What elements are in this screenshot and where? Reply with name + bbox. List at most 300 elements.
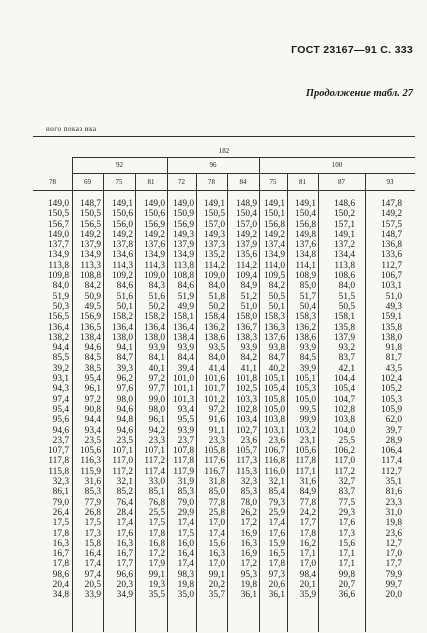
table-cell: 138,4 bbox=[172, 332, 194, 343]
table-cell: 105,3 bbox=[294, 384, 316, 395]
table-cell: 40,2 bbox=[268, 363, 285, 374]
table-cell: 103,4 bbox=[235, 415, 257, 426]
table-cell: 39,7 bbox=[385, 425, 402, 436]
column-rule bbox=[196, 173, 197, 632]
table-cell: 26,8 bbox=[84, 507, 101, 518]
table-cell: 148,7 bbox=[79, 199, 101, 209]
table-cell: 35,7 bbox=[208, 590, 225, 601]
table-top-rule bbox=[33, 136, 415, 137]
table-cell: 17,0 bbox=[299, 559, 316, 570]
column-rule bbox=[365, 173, 366, 632]
table-cell: 113,8 bbox=[334, 260, 355, 271]
table-cell: 116,8 bbox=[264, 456, 285, 467]
table-cell: 147,8 bbox=[380, 199, 402, 209]
table-cell: 20,1 bbox=[299, 579, 316, 590]
table-cell: 150,5 bbox=[47, 209, 69, 220]
table-cell: 99,0 bbox=[148, 394, 165, 405]
table-cell: 84,4 bbox=[177, 353, 194, 364]
table-cell: 23,6 bbox=[385, 528, 402, 539]
table-cell: 150,5 bbox=[79, 209, 101, 220]
table-cell: 16,8 bbox=[148, 538, 165, 549]
table-cell: 109,8 bbox=[47, 271, 69, 282]
table-cell: 109,4 bbox=[235, 271, 257, 282]
table-cell: 39,9 bbox=[299, 363, 316, 374]
column-header: 72 bbox=[178, 178, 185, 186]
table-cell: 36,6 bbox=[338, 590, 355, 601]
table-cell: 17,4 bbox=[116, 518, 133, 529]
table-cell: 94,4 bbox=[84, 415, 101, 426]
table-cell: 148,7 bbox=[380, 229, 402, 240]
table-cell: 149,2 bbox=[79, 229, 101, 240]
table-cell: 17,4 bbox=[208, 528, 225, 539]
table-cell: 105,4 bbox=[333, 384, 355, 395]
table-cell: 16,5 bbox=[268, 549, 285, 560]
table-continuation-label: Продолжение табл. 27 bbox=[305, 88, 413, 99]
table-cell: 50,9 bbox=[84, 291, 101, 302]
table-cell: 19,8 bbox=[240, 579, 257, 590]
table-cell: 114,2 bbox=[236, 260, 257, 271]
table-cell: 23,6 bbox=[240, 435, 257, 446]
table-cell: 109,0 bbox=[203, 271, 225, 282]
table-cell: 83,7 bbox=[338, 487, 355, 498]
table-cell: 33,9 bbox=[84, 590, 101, 601]
table-cell: 17,8 bbox=[268, 559, 285, 570]
table-cell: 138,0 bbox=[380, 332, 402, 343]
table-cell: 105,2 bbox=[380, 384, 402, 395]
table-cell: 103,3 bbox=[235, 394, 257, 405]
table-cell: 105,8 bbox=[263, 394, 285, 405]
table-cell: 149,2 bbox=[235, 229, 257, 240]
table-cell: 138,6 bbox=[203, 332, 225, 343]
data-column bbox=[105, 199, 133, 601]
table-cell: 134,6 bbox=[111, 250, 133, 261]
table-cell: 85,5 bbox=[52, 353, 69, 364]
table-cell: 17,3 bbox=[338, 528, 355, 539]
table-cell: 34,8 bbox=[52, 590, 69, 601]
table-cell: 95,4 bbox=[84, 374, 101, 385]
table-cell: 17,8 bbox=[299, 528, 316, 539]
table-cell: 20,0 bbox=[385, 590, 402, 601]
table-cell: 101,1 bbox=[172, 384, 194, 395]
table-cell: 113,3 bbox=[80, 260, 101, 271]
table-cell: 76,4 bbox=[116, 497, 133, 508]
table-cell: 51,0 bbox=[385, 291, 402, 302]
table-cell: 97,3 bbox=[268, 569, 285, 580]
table-cell: 35,1 bbox=[385, 477, 402, 488]
data-column bbox=[261, 199, 285, 601]
table-cell: 51,6 bbox=[116, 291, 133, 302]
table-cell: 137,9 bbox=[79, 240, 101, 251]
table-cell: 17,3 bbox=[84, 528, 101, 539]
table-cell: 137,4 bbox=[263, 240, 285, 251]
table-cell: 93,9 bbox=[177, 425, 194, 436]
table-cell: 51,9 bbox=[177, 291, 194, 302]
table-cell: 84,5 bbox=[84, 353, 101, 364]
table-cell: 96,1 bbox=[84, 384, 101, 395]
table-cell: 136,3 bbox=[263, 322, 285, 333]
data-column bbox=[137, 199, 165, 601]
table-cell: 117,4 bbox=[381, 456, 402, 467]
group-rule bbox=[72, 157, 415, 158]
table-cell: 114,2 bbox=[204, 260, 225, 271]
table-cell: 16,3 bbox=[116, 538, 133, 549]
table-cell: 149,1 bbox=[263, 199, 285, 209]
table-cell: 29,3 bbox=[338, 507, 355, 518]
table-cell: 17,0 bbox=[208, 518, 225, 529]
table-cell: 84,0 bbox=[52, 281, 69, 292]
subgroup-rule bbox=[72, 173, 415, 174]
table-cell: 137,9 bbox=[235, 240, 257, 251]
table-cell: 115,8 bbox=[48, 466, 69, 477]
table-cell: 112,7 bbox=[381, 260, 402, 271]
table-cell: 94,2 bbox=[148, 425, 165, 436]
column-rule bbox=[135, 173, 136, 632]
table-cell: 50,1 bbox=[268, 301, 285, 312]
table-cell: 84,6 bbox=[116, 281, 133, 292]
table-cell: 84,6 bbox=[177, 281, 194, 292]
table-cell: 93,1 bbox=[52, 374, 69, 385]
table-cell: 117,2 bbox=[334, 466, 355, 477]
table-cell: 101,3 bbox=[172, 394, 194, 405]
table-cell: 99,7 bbox=[385, 579, 402, 590]
table-cell: 134,9 bbox=[47, 250, 69, 261]
table-cell: 106,4 bbox=[380, 446, 402, 457]
table-cell: 90,8 bbox=[84, 404, 101, 415]
table-cell: 94,6 bbox=[84, 343, 101, 354]
table-cell: 106,7 bbox=[263, 446, 285, 457]
table-cell: 106,2 bbox=[333, 446, 355, 457]
table-cell: 137,2 bbox=[333, 240, 355, 251]
table-cell: 39,4 bbox=[177, 363, 194, 374]
table-cell: 107,1 bbox=[143, 446, 165, 457]
subgroup-header: 96 bbox=[209, 161, 217, 169]
table-cell: 136,2 bbox=[203, 322, 225, 333]
table-cell: 117,0 bbox=[112, 456, 133, 467]
table-cell: 98,0 bbox=[148, 404, 165, 415]
table-cell: 16,9 bbox=[240, 528, 257, 539]
table-cell: 149,1 bbox=[111, 199, 133, 209]
table-cell: 16,7 bbox=[116, 549, 133, 560]
table-cell: 149,0 bbox=[172, 199, 194, 209]
column-header: 78 bbox=[49, 178, 56, 186]
table-cell: 99,8 bbox=[338, 569, 355, 580]
table-cell: 17,1 bbox=[338, 559, 355, 570]
table-cell: 109,0 bbox=[143, 271, 165, 282]
table-cell: 137,8 bbox=[111, 240, 133, 251]
table-cell: 17,2 bbox=[148, 549, 165, 560]
table-cell: 84,7 bbox=[268, 353, 285, 364]
table-cell: 136,5 bbox=[79, 322, 101, 333]
table-cell: 76,8 bbox=[148, 497, 165, 508]
table-cell: 149,8 bbox=[294, 229, 316, 240]
table-cell: 17,4 bbox=[177, 559, 194, 570]
table-cell: 84,7 bbox=[116, 353, 133, 364]
table-cell: 50,2 bbox=[148, 301, 165, 312]
header-bottom-rule bbox=[33, 190, 415, 191]
table-cell: 17,8 bbox=[52, 528, 69, 539]
table-cell: 17,2 bbox=[240, 559, 257, 570]
table-cell: 17,5 bbox=[177, 528, 194, 539]
table-cell: 77,5 bbox=[338, 497, 355, 508]
table-cell: 32,1 bbox=[116, 477, 133, 488]
table-cell: 12,7 bbox=[385, 538, 402, 549]
table-cell: 98,6 bbox=[52, 569, 69, 580]
table-cell: 105,0 bbox=[294, 394, 316, 405]
table-cell: 114,0 bbox=[264, 260, 285, 271]
table-cell: 117,3 bbox=[236, 456, 257, 467]
table-cell: 33,0 bbox=[148, 477, 165, 488]
table-cell: 149,3 bbox=[172, 229, 194, 240]
table-cell: 97,7 bbox=[148, 384, 165, 395]
table-cell: 17,1 bbox=[299, 549, 316, 560]
table-cell: 117,9 bbox=[173, 466, 194, 477]
table-cell: 36,1 bbox=[240, 590, 257, 601]
table-cell: 104,4 bbox=[333, 374, 355, 385]
table-cell: 93,8 bbox=[268, 343, 285, 354]
table-cell: 17,0 bbox=[208, 559, 225, 570]
table-cell: 50,4 bbox=[299, 301, 316, 312]
table-cell: 94,1 bbox=[116, 343, 133, 354]
table-cell: 17,5 bbox=[52, 518, 69, 529]
table-cell: 51,5 bbox=[338, 291, 355, 302]
table-cell: 23,3 bbox=[208, 435, 225, 446]
table-cell: 114,3 bbox=[112, 260, 133, 271]
column-rule bbox=[318, 173, 319, 632]
table-cell: 79,0 bbox=[52, 497, 69, 508]
table-cell: 16,2 bbox=[299, 538, 316, 549]
table-cell: 108,8 bbox=[172, 271, 194, 282]
table-cell: 105,6 bbox=[79, 446, 101, 457]
table-cell: 94,3 bbox=[52, 384, 69, 395]
table-cell: 31,9 bbox=[177, 477, 194, 488]
table-cell: 117,1 bbox=[295, 466, 316, 477]
table-cell: 81,7 bbox=[385, 353, 402, 364]
table-cell: 156,7 bbox=[47, 219, 69, 230]
data-column bbox=[320, 199, 355, 601]
table-cell: 85,3 bbox=[84, 487, 101, 498]
table-cell: 85,1 bbox=[148, 487, 165, 498]
table-cell: 17,1 bbox=[338, 549, 355, 560]
table-cell: 134,9 bbox=[79, 250, 101, 261]
column-header: 81 bbox=[147, 178, 155, 186]
table-cell: 79,9 bbox=[385, 569, 402, 580]
table-cell: 137,7 bbox=[47, 240, 69, 251]
table-cell: 101,0 bbox=[172, 374, 194, 385]
table-cell: 23,6 bbox=[268, 435, 285, 446]
table-cell: 23,3 bbox=[385, 497, 402, 508]
table-cell: 156,8 bbox=[263, 219, 285, 230]
table-cell: 106,7 bbox=[380, 271, 402, 282]
table-cell: 148,6 bbox=[333, 199, 355, 209]
table-cell: 107,1 bbox=[111, 446, 133, 457]
table-cell: 35,0 bbox=[177, 590, 194, 601]
table-cell: 15,6 bbox=[338, 538, 355, 549]
table-cell: 84,0 bbox=[208, 281, 225, 292]
table-cell: 138,3 bbox=[235, 332, 257, 343]
table-cell: 15,8 bbox=[84, 538, 101, 549]
table-cell: 149,2 bbox=[111, 229, 133, 240]
table-cell: 113,8 bbox=[48, 260, 69, 271]
table-cell: 136,2 bbox=[294, 322, 316, 333]
table-cell: 137,6 bbox=[263, 332, 285, 343]
table-cell: 157,5 bbox=[380, 219, 402, 230]
table-cell: 17,6 bbox=[116, 528, 133, 539]
column-rule bbox=[72, 157, 73, 632]
table-cell: 113,8 bbox=[173, 260, 194, 271]
table-cell: 50,5 bbox=[338, 301, 355, 312]
table-cell: 103,1 bbox=[380, 281, 402, 292]
table-cell: 98,3 bbox=[177, 569, 194, 580]
table-cell: 40,1 bbox=[148, 363, 165, 374]
table-cell: 26,4 bbox=[52, 507, 69, 518]
table-cell: 85,4 bbox=[268, 487, 285, 498]
table-cell: 97,2 bbox=[84, 394, 101, 405]
table-cell: 17,6 bbox=[268, 528, 285, 539]
table-cell: 136,8 bbox=[380, 240, 402, 251]
table-cell: 84,5 bbox=[299, 353, 316, 364]
table-cell: 93,9 bbox=[148, 343, 165, 354]
table-cell: 85,0 bbox=[208, 487, 225, 498]
table-cell: 115,9 bbox=[80, 466, 101, 477]
table-cell: 96,1 bbox=[148, 415, 165, 426]
table-cell: 134,9 bbox=[172, 250, 194, 261]
column-header: 69 bbox=[84, 178, 91, 186]
table-cell: 86,1 bbox=[52, 487, 69, 498]
table-cell: 91,6 bbox=[208, 415, 225, 426]
table-cell: 83,7 bbox=[338, 353, 355, 364]
table-cell: 156,5 bbox=[47, 312, 69, 323]
table-cell: 102,4 bbox=[380, 374, 402, 385]
table-cell: 105,3 bbox=[380, 394, 402, 405]
table-cell: 117,2 bbox=[144, 456, 165, 467]
table-cell: 105,0 bbox=[263, 404, 285, 415]
table-cell: 24,2 bbox=[299, 507, 316, 518]
table-cell: 85,0 bbox=[299, 281, 316, 292]
table-cell: 136,4 bbox=[172, 322, 194, 333]
table-cell: 17,5 bbox=[148, 518, 165, 529]
table-cell: 77,8 bbox=[299, 497, 316, 508]
column-header: 75 bbox=[115, 178, 123, 186]
table-cell: 101,7 bbox=[203, 384, 225, 395]
data-column bbox=[198, 199, 225, 601]
table-cell: 95,6 bbox=[52, 415, 69, 426]
table-cell: 16,3 bbox=[208, 549, 225, 560]
table-cell: 104,7 bbox=[333, 394, 355, 405]
table-cell: 104,0 bbox=[333, 425, 355, 436]
table-cell: 117,6 bbox=[204, 456, 225, 467]
table-cell: 150,1 bbox=[263, 209, 285, 220]
column-rule bbox=[167, 157, 168, 632]
table-cell: 114,3 bbox=[144, 260, 165, 271]
table-cell: 102,5 bbox=[235, 384, 257, 395]
table-cell: 136,4 bbox=[143, 322, 165, 333]
table-cell: 103,2 bbox=[294, 425, 316, 436]
table-cell: 149,0 bbox=[143, 199, 165, 209]
table-cell: 149,1 bbox=[294, 199, 316, 209]
table-cell: 23,7 bbox=[177, 435, 194, 446]
table-cell: 101,6 bbox=[203, 374, 225, 385]
table-cell: 134,9 bbox=[143, 250, 165, 261]
table-cell: 15,9 bbox=[268, 538, 285, 549]
table-cell: 134,9 bbox=[263, 250, 285, 261]
table-cell: 34,9 bbox=[116, 590, 133, 601]
table-cell: 136,7 bbox=[235, 322, 257, 333]
table-cell: 85,3 bbox=[177, 487, 194, 498]
table-cell: 109,5 bbox=[263, 271, 285, 282]
table-cell: 98,4 bbox=[299, 569, 316, 580]
table-cell: 105,9 bbox=[380, 404, 402, 415]
data-column bbox=[169, 199, 194, 601]
table-cell: 105,7 bbox=[235, 446, 257, 457]
table-cell: 41,4 bbox=[208, 363, 225, 374]
table-cell: 108,6 bbox=[333, 271, 355, 282]
column-header: 87 bbox=[338, 178, 345, 186]
table-cell: 117,0 bbox=[334, 456, 355, 467]
table-cell: 51,6 bbox=[148, 291, 165, 302]
table-cell: 95,4 bbox=[52, 404, 69, 415]
table-cell: 156,0 bbox=[111, 219, 133, 230]
table-cell: 17,6 bbox=[338, 518, 355, 529]
table-cell: 49,9 bbox=[177, 301, 194, 312]
table-cell: 23,5 bbox=[116, 435, 133, 446]
subgroup-header: 100 bbox=[331, 161, 343, 169]
table-cell: 158,4 bbox=[203, 312, 225, 323]
table-cell: 156,5 bbox=[79, 219, 101, 230]
table-cell: 50,1 bbox=[116, 301, 133, 312]
data-column bbox=[229, 199, 257, 601]
table-cell: 138,4 bbox=[79, 332, 101, 343]
table-cell: 29,9 bbox=[177, 507, 194, 518]
table-cell: 35,5 bbox=[148, 590, 165, 601]
table-cell: 135,2 bbox=[203, 250, 225, 261]
table-cell: 138,2 bbox=[47, 332, 69, 343]
table-cell: 16,3 bbox=[240, 538, 257, 549]
table-cell: 107,8 bbox=[172, 446, 194, 457]
table-cell: 105,8 bbox=[203, 446, 225, 457]
table-cell: 150,9 bbox=[172, 209, 194, 220]
table-header-fragment: ного показ ика bbox=[46, 125, 97, 133]
data-column bbox=[74, 199, 101, 601]
table-cell: 101,2 bbox=[203, 394, 225, 405]
table-cell: 149,1 bbox=[333, 229, 355, 240]
table-cell: 158,1 bbox=[333, 312, 355, 323]
table-cell: 94,6 bbox=[116, 404, 133, 415]
table-cell: 91,8 bbox=[385, 343, 402, 354]
table-cell: 35,9 bbox=[299, 590, 316, 601]
table-cell: 150,6 bbox=[143, 209, 165, 220]
table-cell: 117,8 bbox=[295, 456, 316, 467]
table-cell: 103,8 bbox=[263, 415, 285, 426]
table-cell: 85,2 bbox=[116, 487, 133, 498]
table-cell: 138,0 bbox=[111, 332, 133, 343]
table-cell: 93,9 bbox=[177, 343, 194, 354]
table-cell: 84,2 bbox=[84, 281, 101, 292]
table-cell: 23,7 bbox=[52, 435, 69, 446]
table-cell: 150,2 bbox=[333, 209, 355, 220]
table-cell: 159,1 bbox=[380, 312, 402, 323]
table-cell: 102,7 bbox=[235, 425, 257, 436]
table-cell: 16,4 bbox=[177, 549, 194, 560]
table-cell: 156,8 bbox=[294, 219, 316, 230]
table-cell: 20,7 bbox=[338, 579, 355, 590]
table-cell: 117,8 bbox=[173, 456, 194, 467]
running-head: ГОСТ 23167—91 С. 333 bbox=[291, 44, 413, 56]
table-cell: 17,7 bbox=[299, 518, 316, 529]
table-cell: 137,6 bbox=[294, 240, 316, 251]
table-cell: 16,4 bbox=[84, 549, 101, 560]
table-cell: 150,4 bbox=[235, 209, 257, 220]
table-cell: 150,6 bbox=[111, 209, 133, 220]
